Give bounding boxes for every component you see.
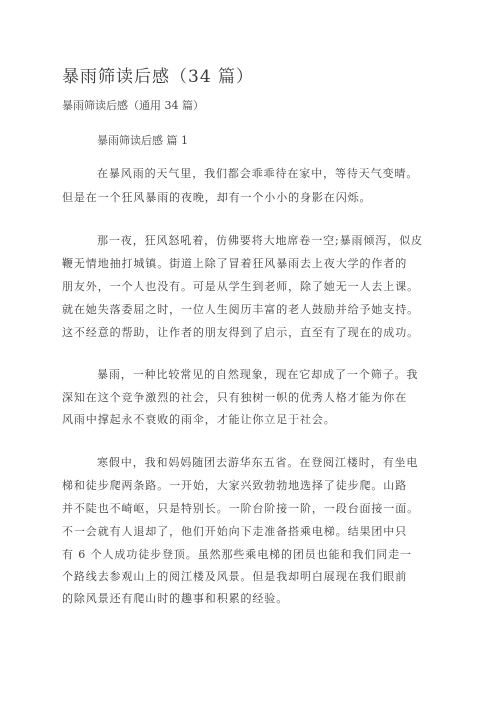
paragraph-line: 个路线去参观山上的阅江楼及风景。但是我却明白展现在我们眼前	[62, 570, 408, 583]
paragraph-line: 这不经意的帮助，让作者的朋友得到了启示，直至有了现在的成功。	[62, 326, 419, 339]
paragraph-line: 那一夜，狂风怒吼着，仿佛要将大地席卷一空;暴雨倾泻，似皮	[97, 234, 423, 247]
paragraph-line: 并不陡也不崎岖，只是特别长。一阶台阶接一阶，一段台面接一面。	[62, 502, 419, 515]
document-subtitle: 暴雨筛读后感（通用 34 篇）	[62, 99, 204, 112]
paragraph-line: 但是在一个狂风暴雨的夜晚，却有一个小小的身影在闪烁。	[62, 191, 372, 204]
paragraph-line: 不一会就有人退却了，他们开始向下走准备搭乘电梯。结果团中只	[62, 525, 408, 538]
paragraph-line: 在暴风雨的天气里，我们都会乖乖待在家中，等待天气变晴。	[97, 167, 419, 180]
paragraph-line: 寒假中，我和妈妈随团去游华东五省。在登阅江楼时，有坐电	[97, 456, 419, 469]
paragraph-line: 暴雨，一种比较常见的自然现象，现在它却成了一个筛子。我	[97, 368, 419, 381]
paragraph-line: 鞭无情地抽打城镇。街道上除了冒着狂风暴雨去上夜大学的作者的	[62, 257, 408, 270]
paragraph-line: 深知在这个竞争激烈的社会，只有独树一帜的优秀人格才能为你在	[62, 391, 408, 404]
paragraph-line: 朋友外，一个人也没有。可是从学生到老师，除了她无一人去上课。	[62, 280, 419, 293]
paragraph-line: 梯和徒步爬两条路。一开始，大家兴致勃勃地选择了徒步爬。山路	[62, 479, 408, 492]
section-heading: 暴雨筛读后感 篇 1	[97, 134, 188, 147]
document-title: 暴雨筛读后感（34 篇）	[62, 67, 255, 87]
paragraph-line: 有 6 个人成功徒步登顶。虽然那些乘电梯的团员也能和我们同走一	[62, 548, 412, 561]
paragraph-line: 风雨中撑起永不衰败的雨伞，才能让你立足于社会。	[62, 413, 336, 426]
paragraph-line: 的除风景还有爬山时的趣事和积累的经验。	[62, 592, 289, 605]
paragraph-line: 就在她失落委屈之时，一位人生阅历丰富的老人鼓励并给予她支持。	[62, 303, 419, 316]
